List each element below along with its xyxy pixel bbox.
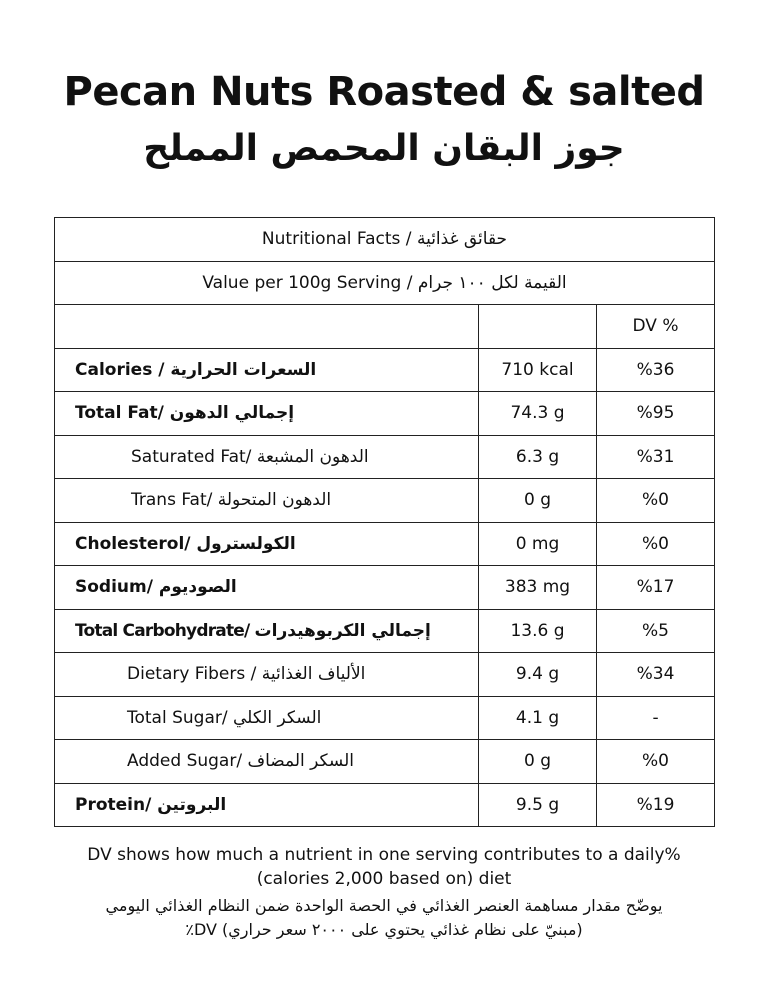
nutrient-name-english: Saturated Fat/ (131, 446, 252, 467)
nutrient-label (55, 392, 479, 436)
table-row (55, 479, 715, 523)
nutrient-name-arabic: السكر المضاف (247, 751, 354, 772)
nutrient-value: 4.1 g (479, 696, 597, 740)
nutrient-name-arabic: إجمالي الدهون (169, 403, 295, 424)
table-row (55, 392, 715, 436)
table-row (55, 696, 715, 740)
nutrient-name-english: Sodium/ (75, 577, 153, 598)
dv-footnote-arabic (0, 894, 768, 942)
nutrient-value: 9.5 g (479, 783, 597, 827)
nutrient-name-arabic: الألياف الغذائية (261, 664, 366, 685)
nutrition-facts-table (54, 217, 715, 827)
nutrient-name-english: Calories / (75, 359, 165, 380)
empty-value-header-cell (479, 305, 597, 349)
column-header-row (55, 305, 715, 349)
nutrient-dv: %31 (597, 435, 715, 479)
nutrient-label (55, 522, 479, 566)
nutrient-value: 710 kcal (479, 348, 597, 392)
nutrient-value: 13.6 g (479, 609, 597, 653)
nutrient-label (55, 783, 479, 827)
footnote-arabic-line2: (مبنيّ على نظام غذائي يحتوي على ٢٠٠٠ سعر حراري) DV٪ (185, 920, 583, 939)
nutrient-dv: %5 (597, 609, 715, 653)
nutrient-name-english: Total Carbohydrate/ (75, 620, 250, 641)
nutrient-value: 6.3 g (479, 435, 597, 479)
nutrient-name-english: Total Fat/ (75, 403, 164, 424)
nutrient-dv: %36 (597, 348, 715, 392)
nutrient-dv: - (597, 696, 715, 740)
nutrient-label (55, 566, 479, 610)
footnote-english-line2: (calories 2,000 based on) diet (256, 869, 512, 889)
nutrient-value: 0 g (479, 479, 597, 523)
table-row (55, 435, 715, 479)
nutrient-dv: %19 (597, 783, 715, 827)
nutrient-label (55, 479, 479, 523)
nutrient-name-english: Trans Fat/ (131, 490, 213, 511)
table-header-row (55, 218, 715, 262)
serving-arabic: القيمة لكل ١٠٠ جرام (417, 272, 567, 293)
nutrient-name-english: Dietary Fibers / (127, 664, 257, 685)
nutrition-facts-heading (55, 218, 715, 262)
table-row (55, 740, 715, 784)
product-title-english: Pecan Nuts Roasted & salted (63, 69, 705, 115)
table-row (55, 348, 715, 392)
nutrient-label (55, 696, 479, 740)
dv-footnote-english (0, 843, 768, 891)
nutrient-dv: %34 (597, 653, 715, 697)
footnote-arabic-line1: يوضّح مقدار مساهمة العنصر الغذائي في الحصة الواحدة ضمن النظام الغذائي اليومي (105, 896, 663, 915)
nutrient-name-arabic: البروتين (157, 794, 227, 815)
nutrient-name-english: Cholesterol/ (75, 533, 191, 554)
nutrient-name-arabic: الكولسترول (196, 533, 296, 554)
nutrient-dv: %0 (597, 522, 715, 566)
nutrient-name-arabic: الصوديوم (158, 577, 237, 598)
nutrient-dv: %95 (597, 392, 715, 436)
dv-column-header: DV % (597, 305, 715, 349)
nutrient-value: 9.4 g (479, 653, 597, 697)
nutrient-name-english: Added Sugar/ (127, 751, 243, 772)
nutrient-label (55, 653, 479, 697)
empty-header-cell (55, 305, 479, 349)
table-row (55, 522, 715, 566)
nutrient-dv: %17 (597, 566, 715, 610)
heading-arabic: حقائق غذائية (416, 229, 508, 250)
nutrient-label (55, 609, 479, 653)
nutrient-name-arabic: السكر الكلي (233, 707, 322, 728)
nutrient-value: 383 mg (479, 566, 597, 610)
nutrient-name-arabic: إجمالي الكربوهيدرات (254, 620, 431, 641)
heading-english: Nutritional Facts / (261, 229, 412, 250)
table-row (55, 653, 715, 697)
nutrient-dv: %0 (597, 740, 715, 784)
nutrient-name-arabic: الدهون المتحولة (217, 490, 332, 511)
nutrient-value: 0 mg (479, 522, 597, 566)
footnote-english-line1: DV shows how much a nutrient in one serving contributes to a daily% (87, 845, 681, 865)
serving-row (55, 261, 715, 305)
nutrient-name-english: Total Sugar/ (127, 707, 228, 728)
product-title-arabic: جوز البقان المحمص المملح (143, 128, 625, 169)
nutrient-label (55, 348, 479, 392)
nutrient-value: 0 g (479, 740, 597, 784)
nutrient-name-english: Protein/ (75, 794, 152, 815)
nutrient-value: 74.3 g (479, 392, 597, 436)
serving-english: Value per 100g Serving / (202, 272, 413, 293)
nutrient-name-arabic: الدهون المشبعة (256, 446, 369, 467)
table-row (55, 609, 715, 653)
nutrient-dv: %0 (597, 479, 715, 523)
nutrient-label (55, 740, 479, 784)
serving-size-cell (55, 261, 715, 305)
table-row (55, 783, 715, 827)
nutrient-label (55, 435, 479, 479)
nutrient-name-arabic: السعرات الحرارية (170, 359, 317, 380)
table-row (55, 566, 715, 610)
